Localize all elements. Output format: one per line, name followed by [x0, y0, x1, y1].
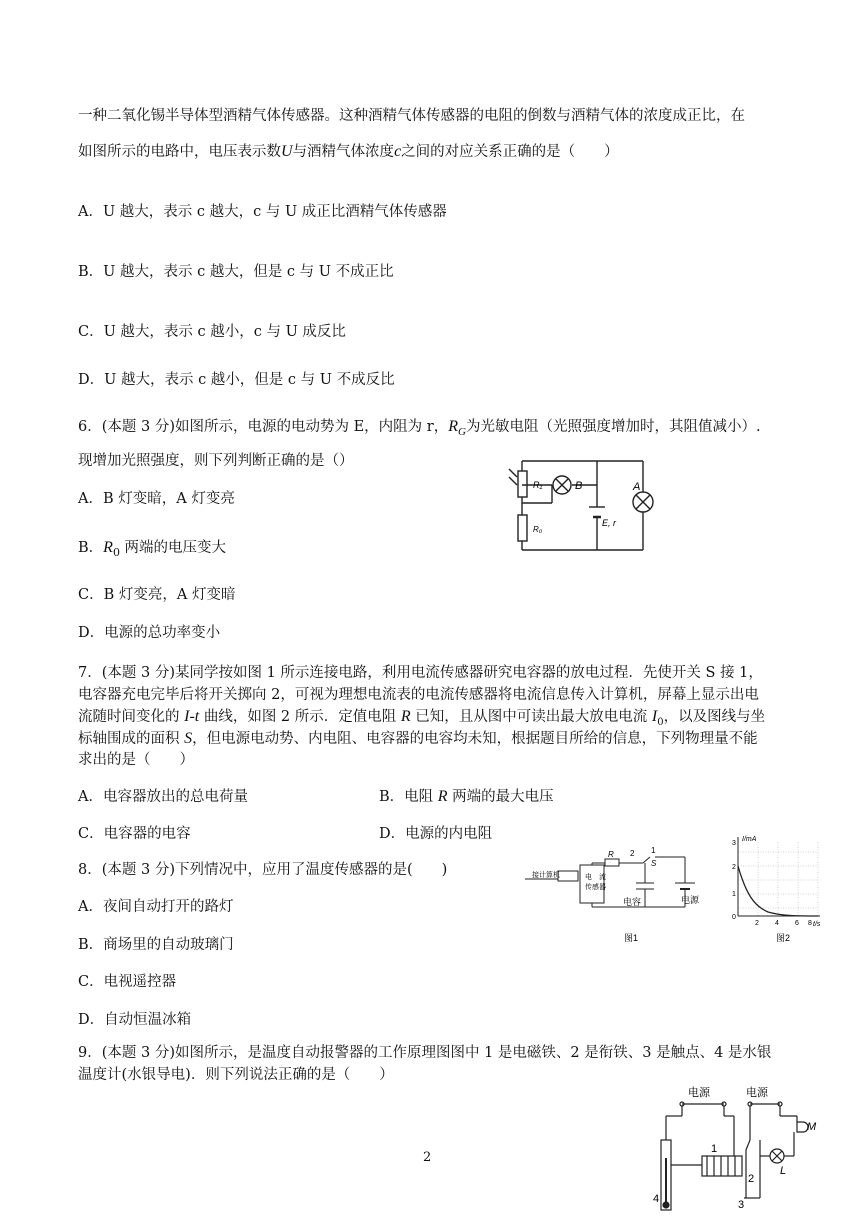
q8-option-b: B．商场里的自动玻璃门: [78, 937, 234, 953]
q9-fig-n1: 1: [711, 1143, 718, 1155]
q9-fig-source1: 电源: [688, 1087, 710, 1099]
page-number: 2: [423, 1150, 432, 1165]
fig2-ytick-3: 3: [732, 840, 736, 847]
q6-fig-label-b: B: [575, 480, 583, 492]
fig1-capacitor-label: 电容: [623, 897, 642, 907]
fig2-xtick-4: 4: [775, 920, 779, 927]
q7-figure1-circuit: [520, 843, 710, 943]
q5-option-a: A．U 越大，表示 c 越大，c 与 U 成正比酒精气体传感器: [78, 204, 447, 220]
q9-line2: 温度计(水银导电)．则下列说法正确的是（ ）: [78, 1067, 394, 1083]
q8-line1: 8．(本题 3 分)下列情况中，应用了温度传感器的是( ): [78, 862, 448, 878]
fig2-ylabel: I/mA: [742, 836, 757, 843]
q9-fig-n4: 4: [653, 1193, 660, 1205]
fig1-n2-label: 2: [630, 849, 635, 858]
q5-line1: 一种二氧化锡半导体型酒精气体传感器。这种酒精气体传感器的电阻的倒数与酒精气体的浓度成正比，在: [78, 108, 745, 124]
q9-fig-source2: 电源: [746, 1087, 768, 1099]
fig2-xtick-6: 6: [795, 920, 799, 927]
fig2-ytick-0: 0: [732, 914, 736, 921]
q6-line2: 现增加光照强度，则下列判断正确的是（）: [78, 453, 354, 469]
q7-line5: 求出的是（ ）: [78, 752, 194, 768]
q8-option-c: C．电视遥控器: [78, 974, 177, 990]
q7-option-c: C．电容器的电容: [78, 826, 191, 842]
fig1-s-label: S: [651, 859, 657, 868]
q7-line3: 流随时间变化的 I-t 曲线，如图 2 所示．定值电阻 R 已知，且从图中可读出最大放电电流 $I_0$，以及图线与坐: [78, 708, 766, 728]
fig2-xlabel: t/s: [813, 921, 821, 928]
fig2-xtick-2: 2: [755, 920, 759, 927]
q6-fig-label-r0: R₀: [533, 525, 543, 534]
q6-option-c: C．B 灯变亮，A 灯变暗: [78, 587, 236, 603]
q9-fig-m: M: [807, 1121, 817, 1133]
q6-option-b: B．$R_0$ 两端的电压变大: [78, 539, 227, 559]
q5-option-b: B．U 越大，表示 c 越大，但是 c 与 U 不成正比: [78, 264, 394, 280]
fig2-grid: [738, 842, 818, 916]
fig1-r-label: R: [608, 850, 614, 859]
q9-alarm-circuit: [652, 1080, 824, 1216]
q7-option-b: B．电阻 R 两端的最大电压: [379, 788, 554, 805]
q6-fig-label-er: E, r: [602, 518, 617, 528]
q9-line1: 9．(本题 3 分)如图所示，是温度自动报警器的工作原理图图中 1 是电磁铁、2 是衔铁、3 是触点、4 是水银: [78, 1045, 772, 1061]
q9-fig-n3: 3: [738, 1199, 745, 1211]
fig2-ytick-1: 1: [732, 891, 736, 898]
fig2-xtick-8: 8: [808, 920, 812, 927]
q7-option-d: D．电源的内电阻: [379, 826, 493, 842]
fig1-caption: 图1: [624, 933, 639, 943]
q7-figure2-graph: [724, 832, 824, 947]
q7-line2: 电容器充电完毕后将开关掷向 2，可视为理想电流表的电流传感器将电流信息传入计算机，屏幕上显示出电: [78, 687, 759, 703]
q6-option-d: D．电源的总功率变小: [78, 625, 221, 641]
fig1-computer-label: 接计算机: [532, 872, 560, 879]
q7-line1: 7．(本题 3 分)某同学按如图 1 所示连接电路，利用电流传感器研究电容器的放电过程．先使开关 S 接 1，: [78, 665, 763, 681]
q6-option-a: A．B 灯变暗，A 灯变亮: [78, 491, 235, 507]
fig1-sensor-label-2: 传感器: [585, 884, 606, 891]
fig2-ytick-2: 2: [732, 864, 736, 871]
q9-fig-l: L: [780, 1165, 787, 1177]
q7-option-a: A．电容器放出的总电荷量: [78, 789, 248, 805]
q6-circuit-diagram: [505, 455, 670, 560]
q6-fig-label-r1: R₁: [533, 480, 543, 490]
q7-line4: 标轴围成的面积 S，但电源电动势、内电阻、电容器的电容均未知，根据题目所给的信息，下列物理量不能: [78, 730, 758, 747]
q8-option-a: A．夜间自动打开的路灯: [78, 899, 234, 915]
fig1-source-label: 电源: [681, 895, 700, 905]
fig1-sensor-label-1: 电 流: [585, 874, 606, 881]
q8-option-d: D．自动恒温冰箱: [78, 1012, 192, 1028]
fig2-caption: 图2: [776, 933, 791, 943]
q5-line2: 如图所示的电路中，电压表示数U与酒精气体浓度c之间的对应关系正确的是（ ）: [78, 143, 619, 160]
fig1-n1-label: 1: [651, 846, 656, 855]
q5-option-c: C．U 越大，表示 c 越小，c 与 U 成反比: [78, 324, 346, 340]
q9-fig-n2: 2: [748, 1173, 755, 1185]
q6-line1: 6．(本题 3 分)如图所示，电源的电动势为 E，内阻为 r，$R_G$为光敏电阻（光照强度增加时，其阻值减小）.: [78, 418, 761, 438]
q5-option-d: D．U 越大，表示 c 越小，但是 c 与 U 不成反比: [78, 372, 395, 388]
q6-fig-label-a: A: [633, 481, 641, 493]
